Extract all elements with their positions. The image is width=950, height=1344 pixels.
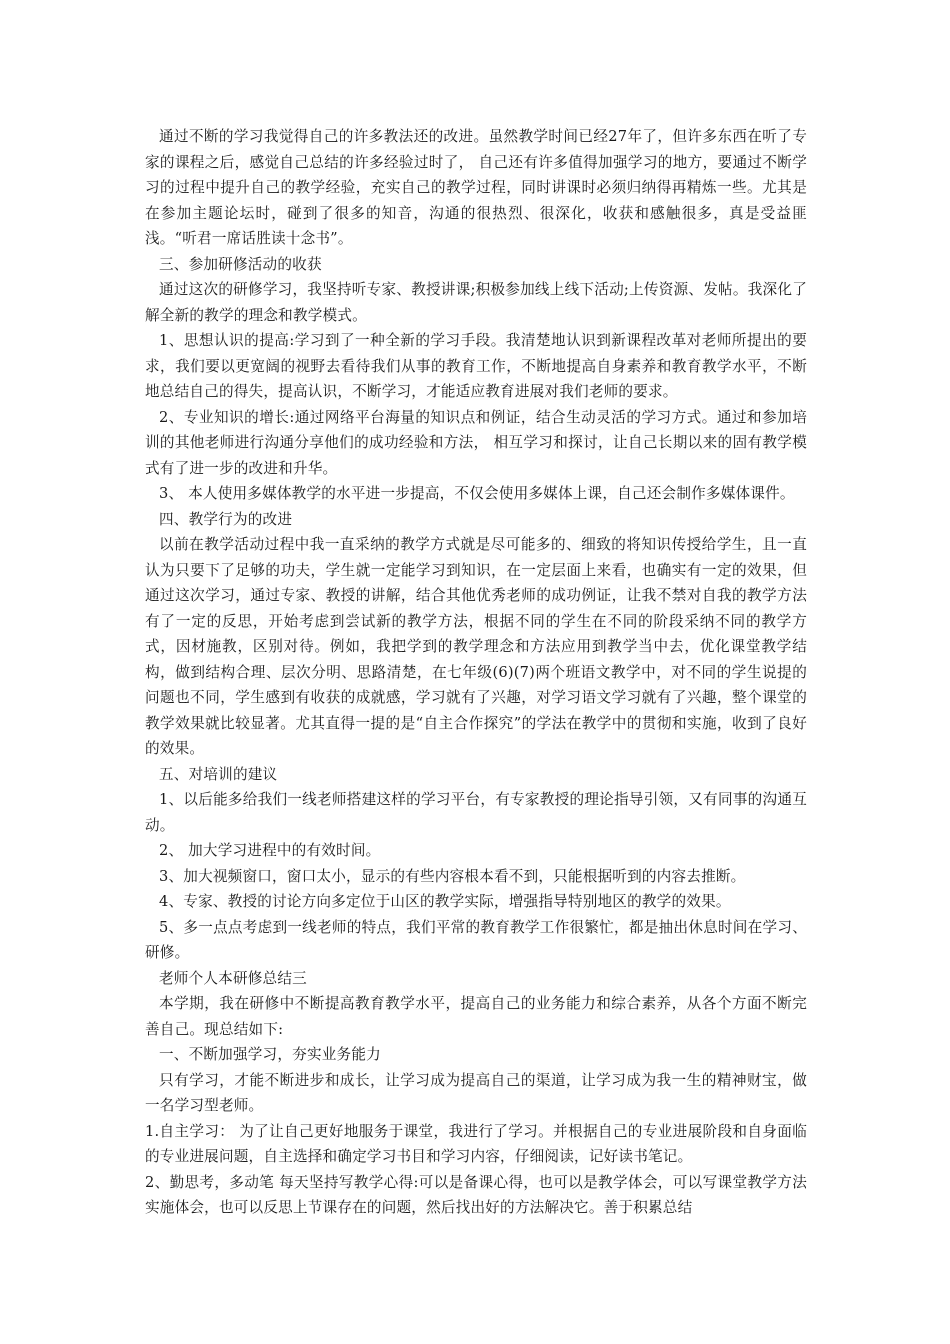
paragraph: 通过不断的学习我觉得自己的许多教法还的改进。虽然教学时间已经27年了，但许多东西在听了专家的课程之后，感觉自己总结的许多经验过时了， 自己还有许多值得加强学习的地方，要通过不断学习的过程中提升自己的教学经验，充实自己的教学过程，同时讲课时必须归纳得再精炼一些。尤其是在参加主题论坛时，碰到了很多的知音，沟通的很热烈、很深化，收获和感触很多，真是受益匪浅。“听君一席话胜读十念书”。 [145, 128, 807, 247]
paragraph: 以前在教学活动过程中我一直采纳的教学方式就是尽可能多的、细致的将知识传授给学生，且一直认为只要下了足够的功夫，学生就一定能学习到知识，在一定层面上来看，也确实有一定的效果，但通过这次学习，通过专家、教授的讲解，结合其他优秀老师的成功例证，让我不禁对自我的教学方法有了一定的反思，开始考虑到尝试新的教学方法，根据不同的学生在不同的阶段采纳不同的教学方式，因材施教，区别对待。例如，我把学到的教学理念和方法应用到教学当中去，优化课堂教学结构，做到结构合理、层次分明、思路清楚，在七年级(6)(7)两个班语文教学中，对不同的学生说提的问题也不同，学生感到有收获的成就感，学习就有了兴趣，对学习语文学习就有了兴趣，整个课堂的教学效果就比较显著。尤其直得一提的是“自主合作探究”的学法在教学中的贯彻和实施，收到了良好的效果。 [145, 536, 807, 757]
paragraph: 本学期，我在研修中不断提高教育教学水平，提高自己的业务能力和综合素养，从各个方面不断完善自己。现总结如下: [145, 995, 807, 1038]
list-item: 5、多一点点考虑到一线老师的特点，我们平常的教育教学工作很繁忙，都是抽出休息时间在学习、研修。 [145, 918, 807, 961]
section-heading: 三、参加研修活动的收获 [159, 255, 322, 273]
list-item: 1、思想认识的提高:学习到了一种全新的学习手段。我清楚地认识到新课程改革对老师所提出的要求，我们要以更宽阔的视野去看待我们从事的教育工作，不断地提高自身素养和教育教学水平，不断地总结自己的得失，提高认识，不断学习，才能适应教育进展对我们老师的要求。 [145, 332, 807, 400]
list-item: 1.自主学习： 为了让自己更好地服务于课堂，我进行了学习。并根据自己的专业进展阶段和自身面临的专业进展问题，自主选择和确定学习书目和学习内容，仔细阅读，记好读书笔记。 [145, 1122, 807, 1165]
document-body [145, 124, 807, 1221]
document-subtitle: 老师个人本研修总结三 [159, 969, 307, 987]
section-heading: 五、对培训的建议 [159, 765, 278, 783]
list-item: 3、加大视频窗口，窗口太小，显示的有些内容根本看不到，只能根据听到的内容去推断。 [159, 867, 746, 885]
paragraph: 只有学习，才能不断进步和成长，让学习成为提高自己的渠道，让学习成为我一生的精神财宝，做一名学习型老师。 [145, 1071, 807, 1114]
paragraph: 通过这次的研修学习，我坚持听专家、教授讲课;积极参加线上线下活动;上传资源、发帖。我深化了解全新的教学的理念和教学模式。 [145, 281, 807, 324]
list-item: 4、专家、教授的讨论方向多定位于山区的教学实际，增强指导特别地区的教学的效果。 [159, 893, 731, 910]
list-item: 2、 加大学习进程中的有效时间。 [159, 842, 381, 859]
list-item: 1、以后能多给我们一线老师搭建这样的学习平台，有专家教授的理论指导引领，又有同事的沟通互动。 [145, 791, 807, 834]
list-item: 3、 本人使用多媒体教学的水平进一步提高，不仅会使用多媒体上课，自己还会制作多媒体课件。 [159, 485, 795, 502]
list-item: 2、勤思考，多动笔 每天坚持写教学心得:可以是备课心得，也可以是教学体会，可以写课堂教学方法实施体会，也可以反思上节课存在的问题，然后找出好的方法解决它。善于积累总结 [145, 1173, 807, 1216]
section-heading: 一、不断加强学习，夯实业务能力 [159, 1046, 381, 1063]
list-item: 2、专业知识的增长:通过网络平台海量的知识点和例证，结合生动灵活的学习方式。通过和参加培训的其他老师进行沟通分享他们的成功经验和方法， 相互学习和探讨，让自己长期以来的固有教学模式有了进一步的改进和升华。 [145, 408, 807, 477]
section-heading: 四、教学行为的改进 [159, 510, 293, 528]
